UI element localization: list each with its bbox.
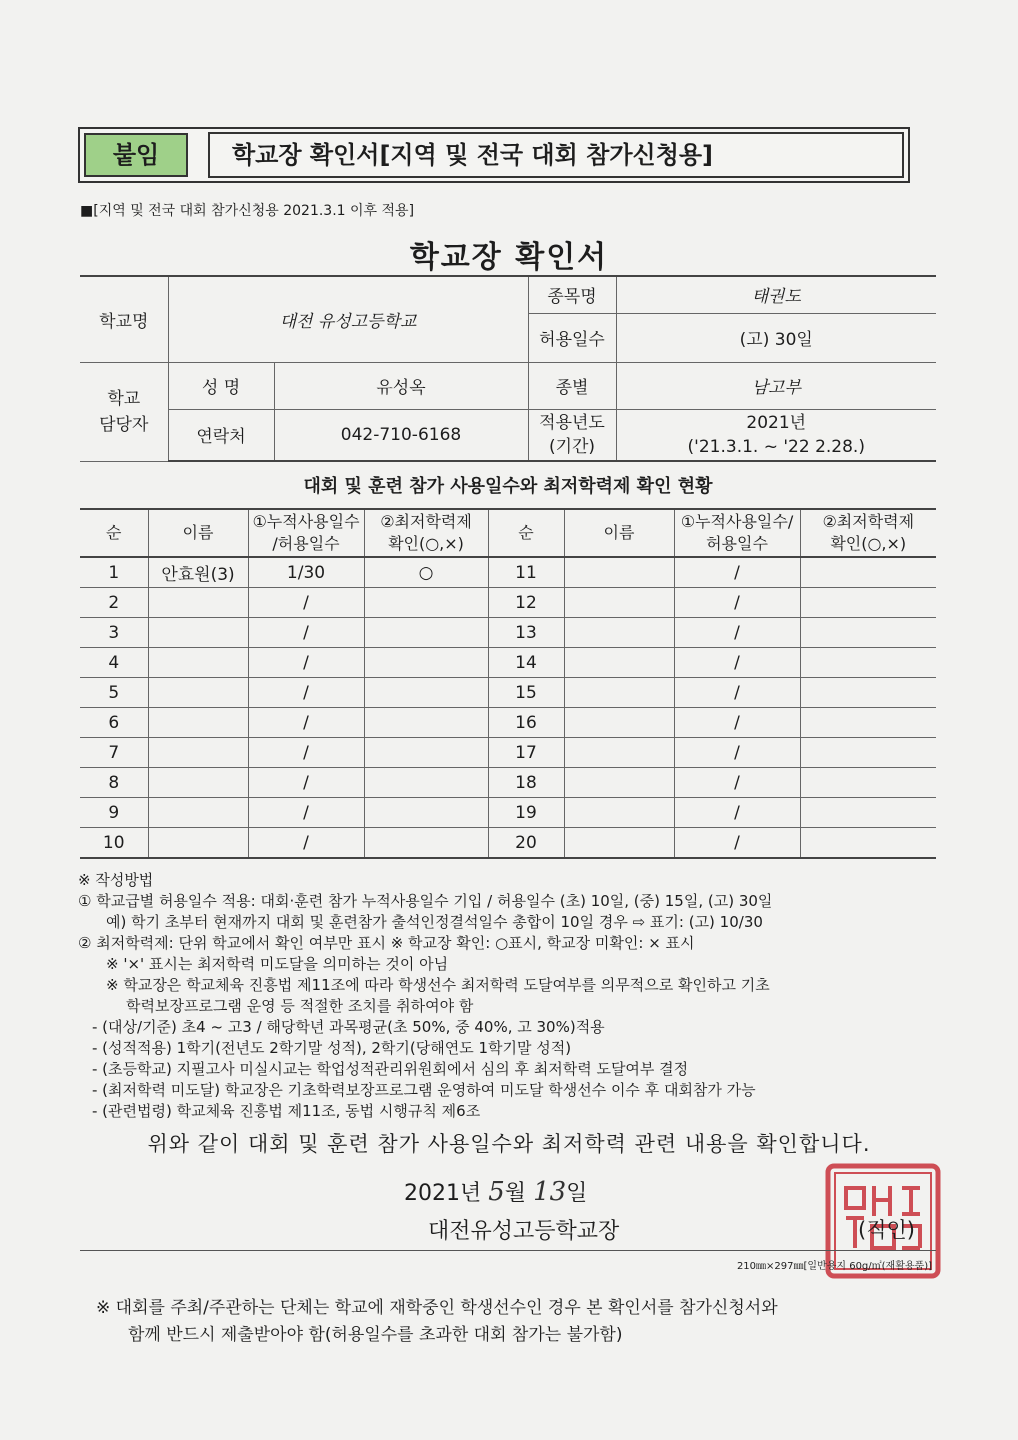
footer-notice bbox=[96, 1295, 936, 1349]
paper-spec: 210㎜×297㎜[일반용지 60g/㎡(재활용품)] bbox=[736, 1261, 932, 1272]
row-number: 12 bbox=[488, 588, 564, 618]
note-2: ② 최저학력제: 단위 학교에서 확인 여부만 표시 ※ 학교장 확인: ○표시, 학교장 미확인: × 표시 bbox=[78, 934, 695, 952]
row-number: 9 bbox=[80, 798, 148, 828]
row-number: 13 bbox=[488, 618, 564, 648]
row-number: 2 bbox=[80, 588, 148, 618]
student-name: 안효원(3) bbox=[148, 557, 248, 588]
date-day-unit: 일 bbox=[566, 1181, 588, 1206]
days-used: / bbox=[248, 708, 364, 738]
academic-check bbox=[364, 588, 488, 618]
header-name: 이름 bbox=[564, 509, 674, 557]
participation-table bbox=[80, 508, 936, 859]
academic-check bbox=[364, 618, 488, 648]
writing-instructions bbox=[78, 870, 938, 1122]
header-days: ①누적사용일수/ 허용일수 bbox=[674, 509, 800, 557]
note-1-example: 예) 학기 초부터 현재까지 대회 및 훈련참가 출석인정결석일수 총합이 10일 경우 ⇨ 표기: (고) 10/30 bbox=[106, 913, 763, 931]
row-number: 7 bbox=[80, 738, 148, 768]
sport-label: 종목명 bbox=[528, 276, 616, 313]
table-row bbox=[80, 798, 936, 828]
category-value: 남고부 bbox=[616, 362, 936, 409]
academic-check bbox=[364, 738, 488, 768]
contact-label: 학교 담당자 bbox=[80, 362, 168, 461]
footer-line-2: 함께 반드시 제출받아야 함(허용일수를 초과한 대회 참가는 불가함) bbox=[128, 1325, 623, 1345]
days-used: 1/30 bbox=[248, 557, 364, 588]
row-number: 19 bbox=[488, 798, 564, 828]
header-name: 이름 bbox=[148, 509, 248, 557]
attachment-badge: 붙임 bbox=[84, 133, 188, 177]
note-2-b1: ※ 학교장은 학교체육 진흥법 제11조에 따라 학생선수 최저학력 도달여부를 의무적으로 확인하고 기초 bbox=[106, 976, 770, 994]
row-number: 17 bbox=[488, 738, 564, 768]
academic-check bbox=[800, 798, 936, 828]
detail-1: - (대상/기준) 초4 ~ 고3 / 해당학년 과목평균(초 50%, 중 40%, 고 30%)적용 bbox=[92, 1018, 605, 1036]
row-number: 10 bbox=[80, 828, 148, 859]
academic-check bbox=[800, 618, 936, 648]
days-used: / bbox=[674, 618, 800, 648]
table-row bbox=[80, 557, 936, 588]
row-number: 5 bbox=[80, 678, 148, 708]
student-name bbox=[148, 738, 248, 768]
school-info-table bbox=[80, 275, 936, 462]
date-year: 2021년 bbox=[404, 1181, 482, 1206]
days-used: / bbox=[674, 738, 800, 768]
student-name bbox=[564, 648, 674, 678]
header-box bbox=[78, 127, 910, 183]
detail-5: - (관련법령) 학교체육 진흥법 제11조, 동법 시행규칙 제6조 bbox=[92, 1102, 481, 1120]
table-row bbox=[80, 768, 936, 798]
student-name bbox=[564, 708, 674, 738]
phone-label: 연락처 bbox=[168, 409, 274, 461]
row-number: 4 bbox=[80, 648, 148, 678]
academic-check bbox=[364, 648, 488, 678]
period-label: 적용년도 (기간) bbox=[528, 409, 616, 461]
row-number: 16 bbox=[488, 708, 564, 738]
academic-check bbox=[800, 708, 936, 738]
date-month-unit: 월 bbox=[504, 1181, 527, 1206]
days-used: / bbox=[248, 768, 364, 798]
row-number: 14 bbox=[488, 648, 564, 678]
academic-check bbox=[364, 708, 488, 738]
student-name bbox=[564, 768, 674, 798]
table-row bbox=[80, 708, 936, 738]
student-name bbox=[564, 618, 674, 648]
row-number: 11 bbox=[488, 557, 564, 588]
student-name bbox=[148, 678, 248, 708]
student-name bbox=[148, 708, 248, 738]
academic-check: ○ bbox=[364, 557, 488, 588]
application-note: ■[지역 및 전국 대회 참가신청용 2021.3.1 이후 적용] bbox=[80, 203, 415, 219]
detail-3: - (초등학교) 지필고사 미실시교는 학업성적관리위원회에서 심의 후 최저학력 도달여부 결정 bbox=[92, 1060, 689, 1078]
days-used: / bbox=[248, 588, 364, 618]
table-row bbox=[80, 738, 936, 768]
table-row bbox=[80, 618, 936, 648]
days-used: / bbox=[674, 557, 800, 588]
sport-value: 태권도 bbox=[616, 276, 936, 313]
days-used: / bbox=[674, 588, 800, 618]
table-row bbox=[80, 678, 936, 708]
student-name bbox=[148, 648, 248, 678]
days-used: / bbox=[248, 738, 364, 768]
student-name bbox=[564, 678, 674, 708]
header-days: ①누적사용일수 /허용일수 bbox=[248, 509, 364, 557]
notes-heading: ※ 작성방법 bbox=[78, 871, 154, 889]
student-name bbox=[148, 798, 248, 828]
academic-check bbox=[800, 588, 936, 618]
school-name-label: 학교명 bbox=[80, 276, 168, 362]
allowed-days-value: (고) 30일 bbox=[616, 313, 936, 362]
note-2-a: ※ '×' 표시는 최저학력 미도달을 의미하는 것이 아님 bbox=[106, 955, 449, 973]
confirmation-statement: 위와 같이 대회 및 훈련 참가 사용일수와 최저학력 관련 내용을 확인합니다. bbox=[147, 1132, 871, 1156]
academic-check bbox=[800, 828, 936, 859]
row-number: 1 bbox=[80, 557, 148, 588]
note-2-b2: 학력보장프로그램 운영 등 적절한 조치를 취하여야 함 bbox=[126, 997, 474, 1015]
phone-value: 042-710-6168 bbox=[274, 409, 528, 461]
table-row bbox=[80, 648, 936, 678]
student-name bbox=[564, 588, 674, 618]
note-1: ① 학교급별 허용일수 적용: 대회·훈련 참가 누적사용일수 기입 / 허용일수 (초) 10일, (중) 15일, (고) 30일 bbox=[78, 892, 773, 910]
student-name bbox=[564, 557, 674, 588]
row-number: 15 bbox=[488, 678, 564, 708]
row-number: 20 bbox=[488, 828, 564, 859]
period-value: 2021년 ('21.3.1. ~ '22 2.28.) bbox=[616, 409, 936, 461]
header-check: ②최저학력제 확인(○,×) bbox=[800, 509, 936, 557]
student-name bbox=[564, 798, 674, 828]
row-number: 18 bbox=[488, 768, 564, 798]
days-used: / bbox=[248, 678, 364, 708]
document-title: 학교장 확인서 bbox=[409, 240, 609, 275]
status-title: 대회 및 훈련 참가 사용일수와 최저학력제 확인 현황 bbox=[303, 476, 713, 497]
days-used: / bbox=[674, 648, 800, 678]
days-used: / bbox=[674, 828, 800, 859]
student-name bbox=[148, 588, 248, 618]
row-number: 6 bbox=[80, 708, 148, 738]
student-name bbox=[148, 828, 248, 859]
header-title: 학교장 확인서[지역 및 전국 대회 참가신청용] bbox=[208, 132, 904, 178]
academic-check bbox=[800, 678, 936, 708]
days-used: / bbox=[248, 648, 364, 678]
header-no: 순 bbox=[488, 509, 564, 557]
table-row bbox=[80, 828, 936, 859]
header-check: ②최저학력제 확인(○,×) bbox=[364, 509, 488, 557]
signature-date bbox=[404, 1176, 587, 1207]
table-row bbox=[80, 588, 936, 618]
seal-label: (직인) bbox=[858, 1218, 915, 1242]
category-label: 종별 bbox=[528, 362, 616, 409]
detail-4: - (최저학력 미도달) 학교장은 기초학력보장프로그램 운영하여 미도달 학생선수 이수 후 대회참가 가능 bbox=[92, 1081, 756, 1099]
date-month: 5 bbox=[488, 1177, 505, 1207]
academic-check bbox=[800, 768, 936, 798]
row-number: 8 bbox=[80, 768, 148, 798]
allowed-days-label: 허용일수 bbox=[528, 313, 616, 362]
person-name-label: 성 명 bbox=[168, 362, 274, 409]
student-name bbox=[564, 738, 674, 768]
academic-check bbox=[364, 828, 488, 859]
signer-name: 대전유성고등학교장 bbox=[428, 1219, 620, 1244]
student-name bbox=[564, 828, 674, 859]
days-used: / bbox=[674, 678, 800, 708]
date-day: 13 bbox=[533, 1177, 567, 1207]
days-used: / bbox=[674, 768, 800, 798]
academic-check bbox=[800, 738, 936, 768]
detail-2: - (성적적용) 1학기(전년도 2학기말 성적), 2학기(당해연도 1학기말 성적) bbox=[92, 1039, 572, 1057]
academic-check bbox=[364, 768, 488, 798]
academic-check bbox=[800, 557, 936, 588]
academic-check bbox=[800, 648, 936, 678]
days-used: / bbox=[248, 828, 364, 859]
days-used: / bbox=[248, 798, 364, 828]
person-name-value: 유성옥 bbox=[274, 362, 528, 409]
footer-line-1: ※ 대회를 주최/주관하는 단체는 학교에 재학중인 학생선수인 경우 본 확인서를 참가신청서와 bbox=[96, 1298, 778, 1318]
days-used: / bbox=[674, 708, 800, 738]
academic-check bbox=[364, 678, 488, 708]
days-used: / bbox=[248, 618, 364, 648]
student-name bbox=[148, 618, 248, 648]
school-name-value: 대전 유성고등학교 bbox=[168, 276, 528, 362]
academic-check bbox=[364, 798, 488, 828]
row-number: 3 bbox=[80, 618, 148, 648]
header-no: 순 bbox=[80, 509, 148, 557]
divider bbox=[80, 1250, 936, 1251]
student-name bbox=[148, 768, 248, 798]
days-used: / bbox=[674, 798, 800, 828]
